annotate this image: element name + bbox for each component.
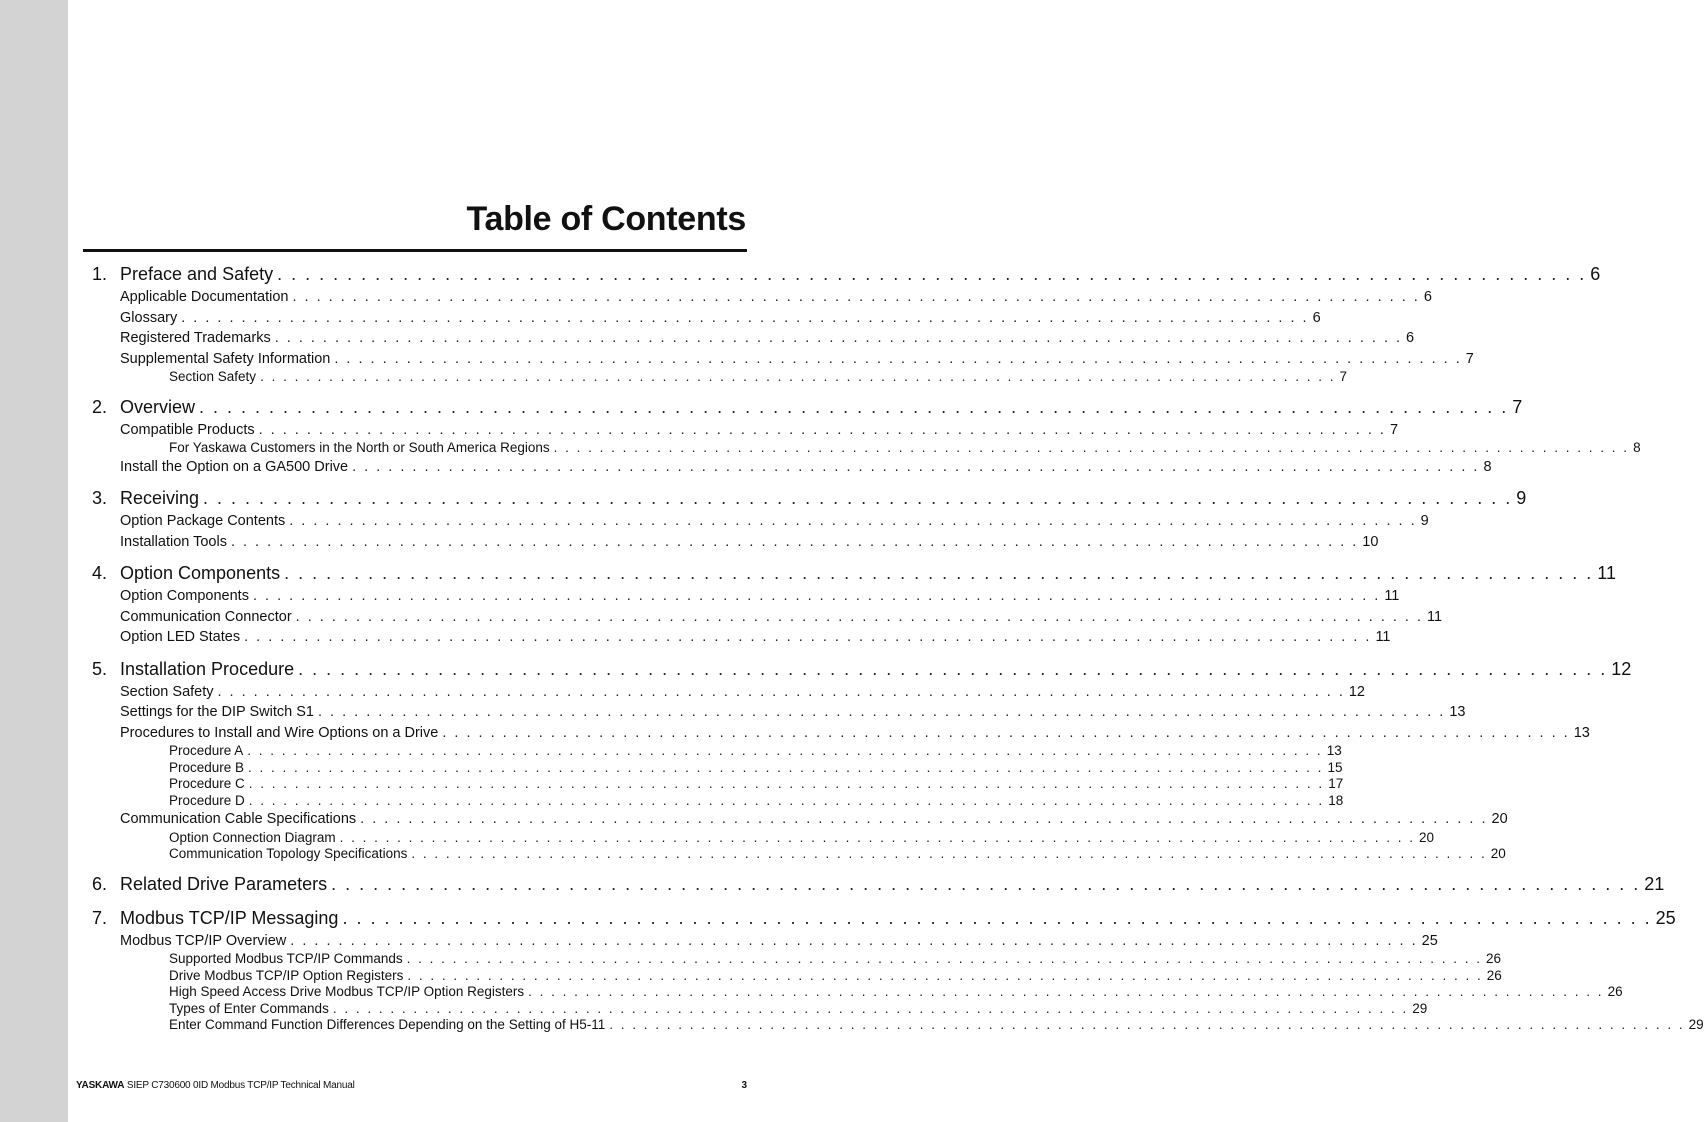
- toc-entry[interactable]: [92, 532, 1379, 553]
- toc-entry-title: Install the Option on a GA500 Drive: [120, 458, 349, 475]
- toc-entry-page: 6: [1423, 289, 1432, 305]
- toc-leader-dots: . . . . . . . . . . . . . . . . . . . . . . . . . . . . . . . . . . . . . . . . . . . . . . . . . . . . . . . . . . . . . . . . . . . . . . . . . . . . . . . . . . . . . . . . . . . . . .: [289, 513, 1417, 529]
- toc-leader-dots: . . . . . . . . . . . . . . . . . . . . . . . . . . . . . . . . . . . . . . . . . . . . . . . . . . . . . . . . . . . . . . . . . . . . . . . . . . . . . . . . . . . . . . . . . . . . . .: [203, 488, 1513, 508]
- toc-entry[interactable]: [92, 395, 1523, 420]
- toc-entry-number: 2.: [92, 396, 108, 417]
- toc-entry-title: Overview: [120, 396, 196, 417]
- toc-entry-title: Procedure B: [169, 759, 245, 775]
- toc-entry[interactable]: [92, 872, 1665, 897]
- toc-leader-dots: . . . . . . . . . . . . . . . . . . . . . . . . . . . . . . . . . . . . . . . . . . . . . . . . . . . . . . . . . . . . . . . . . . . . . . . . . . . . . . . . . . . . . . . . . . . . . .: [332, 1000, 1409, 1016]
- toc-entry-page: 11: [1427, 608, 1443, 625]
- toc-entry[interactable]: [92, 308, 1321, 329]
- title-rule: [83, 249, 747, 252]
- toc-entry-title: Option LED States: [120, 629, 241, 645]
- toc-entry-number: 5.: [92, 658, 108, 679]
- toc-entry[interactable]: [92, 486, 1527, 511]
- toc-leader-dots: . . . . . . . . . . . . . . . . . . . . . . . . . . . . . . . . . . . . . . . . . . . . . . . . . . . . . . . . . . . . . . . . . . . . . . . . . . . . . . . . . . . . . . . . . . . . . .: [230, 533, 1359, 550]
- toc-entry-title: Procedure C: [169, 776, 245, 791]
- toc-entry[interactable]: [92, 743, 1342, 760]
- toc-entry-page: 13: [1449, 704, 1466, 720]
- toc-leader-dots: . . . . . . . . . . . . . . . . . . . . . . . . . . . . . . . . . . . . . . . . . . . . . . . . . . . . . . . . . . . . . . . . . . . . . . . . . . . . . . . . . . . . . . . . . . . . . .: [342, 907, 1652, 928]
- toc-entry-title: Option Components: [120, 588, 249, 604]
- toc-entry[interactable]: [92, 906, 1676, 931]
- toc-entry-page: 13: [1573, 724, 1590, 741]
- footer-page-number: 3: [741, 1080, 747, 1091]
- footer-brand: YASKAWA: [76, 1080, 125, 1091]
- toc-leader-dots: . . . . . . . . . . . . . . . . . . . . . . . . . . . . . . . . . . . . . . . . . . . . . . . . . . . . . . . . . . . . . . . . . . . . . . . . . . . . . . . . . . . . . . . . . . . . . .: [406, 951, 1483, 966]
- toc-entry-title: Communication Cable Specifications: [120, 811, 357, 827]
- toc-entry-page: 25: [1421, 932, 1438, 949]
- toc-leader-dots: . . . . . . . . . . . . . . . . . . . . . . . . . . . . . . . . . . . . . . . . . . . . . . . . . . . . . . . . . . . . . . . . . . . . . . . . . . . . . . . . . . . . . . . . . . . . . .: [247, 743, 1323, 758]
- toc-entry-page: 6: [1590, 264, 1601, 284]
- toc-entry-page: 26: [1607, 984, 1623, 999]
- toc-leader-dots: . . . . . . . . . . . . . . . . . . . . . . . . . . . . . . . . . . . . . . . . . . . . . . . . . . . . . . . . . . . . . . . . . . . . . . . . . . . . . . . . . . . . . . . . . . . . . .: [411, 846, 1487, 861]
- toc-entry[interactable]: [92, 287, 1432, 308]
- toc-entry-page: 15: [1327, 759, 1343, 775]
- toc-entry-title: Procedure A: [169, 743, 244, 758]
- toc-entry[interactable]: [92, 627, 1391, 648]
- toc-leader-dots: . . . . . . . . . . . . . . . . . . . . . . . . . . . . . . . . . . . . . . . . . . . . . . . . . . . . . . . . . . . . . . . . . . . . . . . . . . . . . . . . . . . . . . . . . . . . . .: [292, 289, 1420, 305]
- toc-entry[interactable]: [92, 440, 1641, 457]
- toc-entry-title: Option Components: [120, 563, 281, 583]
- toc-entry[interactable]: [92, 511, 1429, 532]
- toc-entry-number: 6.: [92, 873, 108, 894]
- toc-entry[interactable]: [92, 967, 1502, 985]
- toc-entry-page: 18: [1328, 792, 1344, 808]
- toc-entry-page: 13: [1326, 743, 1342, 758]
- toc-entry-title: Preface and Safety: [120, 264, 274, 284]
- toc-leader-dots: . . . . . . . . . . . . . . . . . . . . . . . . . . . . . . . . . . . . . . . . . . . . . . . . . . . . . . . . . . . . . . . . . . . . . . . . . . . . . . . . . . . . . . . . . . . . . .: [528, 984, 1604, 999]
- toc-leader-dots: . . . . . . . . . . . . . . . . . . . . . . . . . . . . . . . . . . . . . . . . . . . . . . . . . . . . . . . . . . . . . . . . . . . . . . . . . . . . . . . . . . . . . . . . . . . . . .: [290, 932, 1418, 949]
- toc-entry-page: 21: [1644, 873, 1665, 894]
- toc-leader-dots: . . . . . . . . . . . . . . . . . . . . . . . . . . . . . . . . . . . . . . . . . . . . . . . . . . . . . . . . . . . . . . . . . . . . . . . . . . . . . . . . . . . . . . . . . . . . . .: [317, 704, 1446, 720]
- toc-leader-dots: . . . . . . . . . . . . . . . . . . . . . . . . . . . . . . . . . . . . . . . . . . . . . . . . . . . . . . . . . . . . . . . . . . . . . . . . . . . . . . . . . . . . . . . . . . . . . .: [352, 458, 1480, 475]
- toc-entry-number: 4.: [92, 563, 108, 583]
- toc-entry[interactable]: [92, 1017, 1704, 1034]
- toc-leader-dots: . . . . . . . . . . . . . . . . . . . . . . . . . . . . . . . . . . . . . . . . . . . . . . . . . . . . . . . . . . . . . . . . . . . . . . . . . . . . . . . . . . . . . . . . . . . . . .: [277, 264, 1587, 284]
- toc-entry-page: 9: [1420, 513, 1429, 529]
- toc-leader-dots: . . . . . . . . . . . . . . . . . . . . . . . . . . . . . . . . . . . . . . . . . . . . . . . . . . . . . . . . . . . . . . . . . . . . . . . . . . . . . . . . . . . . . . . . . . . . . .: [258, 421, 1386, 438]
- toc-entry[interactable]: [92, 349, 1474, 370]
- toc-entry-page: 17: [1328, 776, 1344, 791]
- toc-entry-page: 29: [1688, 1017, 1704, 1032]
- toc-entry-title: Section Safety: [120, 683, 214, 700]
- toc-entry-title: Procedure D: [169, 792, 245, 808]
- toc-leader-dots: . . . . . . . . . . . . . . . . . . . . . . . . . . . . . . . . . . . . . . . . . . . . . . . . . . . . . . . . . . . . . . . . . . . . . . . . . . . . . . . . . . . . . . . . . . . . . .: [331, 873, 1641, 894]
- toc-entry-page: 11: [1597, 563, 1616, 583]
- toc-entry-title: Settings for the DIP Switch S1: [120, 704, 314, 720]
- toc-entry[interactable]: [92, 984, 1623, 1001]
- toc-entry[interactable]: [92, 682, 1365, 703]
- toc-leader-dots: . . . . . . . . . . . . . . . . . . . . . . . . . . . . . . . . . . . . . . . . . . . . . . . . . . . . . . . . . . . . . . . . . . . . . . . . . . . . . . . . . . . . . . . . . . . . . .: [295, 608, 1424, 625]
- toc-entry-title: For Yaskawa Customers in the North or South America Regions: [169, 440, 550, 455]
- toc-entry[interactable]: [92, 951, 1502, 968]
- toc-leader-dots: . . . . . . . . . . . . . . . . . . . . . . . . . . . . . . . . . . . . . . . . . . . . . . . . . . . . . . . . . . . . . . . . . . . . . . . . . . . . . . . . . . . . . . . . . . . . . .: [274, 330, 1403, 346]
- toc-entry-page: 6: [1312, 309, 1321, 326]
- toc-leader-dots: . . . . . . . . . . . . . . . . . . . . . . . . . . . . . . . . . . . . . . . . . . . . . . . . . . . . . . . . . . . . . . . . . . . . . . . . . . . . . . . . . . . . . . . . . . . . . .: [248, 759, 1324, 775]
- toc-leader-dots: . . . . . . . . . . . . . . . . . . . . . . . . . . . . . . . . . . . . . . . . . . . . . . . . . . . . . . . . . . . . . . . . . . . . . . . . . . . . . . . . . . . . . . . . . . . . . .: [553, 440, 1630, 455]
- toc-entry-page: 11: [1384, 588, 1400, 604]
- toc-entry-title: Option Package Contents: [120, 513, 286, 529]
- toc-entry-page: 9: [1516, 488, 1527, 508]
- toc-leader-dots: . . . . . . . . . . . . . . . . . . . . . . . . . . . . . . . . . . . . . . . . . . . . . . . . . . . . . . . . . . . . . . . . . . . . . . . . . . . . . . . . . . . . . . . . . . . . . .: [181, 309, 1309, 326]
- toc-entry-title: Receiving: [120, 488, 200, 508]
- toc-entry-page: 7: [1339, 369, 1347, 384]
- toc-entry[interactable]: [92, 829, 1435, 847]
- toc-entry-page: 7: [1389, 421, 1399, 438]
- toc-leader-dots: . . . . . . . . . . . . . . . . . . . . . . . . . . . . . . . . . . . . . . . . . . . . . . . . . . . . . . . . . . . . . . . . . . . . . . . . . . . . . . . . . . . . . . . . . . . . . .: [260, 369, 1336, 384]
- footer-doc-title: SIEP C730600 0ID Modbus TCP/IP Technical Manual: [126, 1080, 355, 1091]
- table-of-contents: [92, 262, 1704, 1034]
- toc-entry[interactable]: [92, 759, 1343, 777]
- toc-entry[interactable]: [92, 586, 1400, 607]
- side-band: [0, 0, 68, 1122]
- toc-entry-title: Glossary: [120, 309, 178, 326]
- toc-entry-title: Option Connection Diagram: [169, 829, 336, 845]
- toc-entry-page: 7: [1512, 396, 1523, 417]
- toc-entry-title: High Speed Access Drive Modbus TCP/IP Option Registers: [169, 984, 525, 999]
- toc-entry-number: 1.: [92, 264, 108, 284]
- toc-entry-page: 10: [1362, 533, 1379, 550]
- toc-entry-title: Communication Connector: [120, 608, 292, 625]
- toc-entry-title: Procedures to Install and Wire Options on a Drive: [120, 724, 439, 741]
- toc-entry[interactable]: [92, 457, 1492, 478]
- toc-entry[interactable]: [92, 846, 1506, 863]
- toc-entry-page: 20: [1418, 829, 1435, 845]
- toc-entry-page: 20: [1490, 846, 1506, 861]
- toc-entry-page: 8: [1633, 440, 1641, 455]
- toc-leader-dots: . . . . . . . . . . . . . . . . . . . . . . . . . . . . . . . . . . . . . . . . . . . . . . . . . . . . . . . . . . . . . . . . . . . . . . . . . . . . . . . . . . . . . . . . . . . . . .: [609, 1017, 1685, 1032]
- toc-entry[interactable]: [92, 792, 1344, 810]
- toc-entry-page: 26: [1486, 951, 1502, 966]
- toc-entry[interactable]: [92, 809, 1508, 830]
- toc-entry[interactable]: [92, 723, 1590, 744]
- toc-entry-title: Modbus TCP/IP Messaging: [120, 907, 339, 928]
- toc-entry-title: Related Drive Parameters: [120, 873, 328, 894]
- toc-entry[interactable]: [92, 262, 1601, 287]
- toc-entry-page: 26: [1486, 967, 1502, 983]
- toc-entry-title: Installation Procedure: [120, 658, 295, 679]
- toc-leader-dots: . . . . . . . . . . . . . . . . . . . . . . . . . . . . . . . . . . . . . . . . . . . . . . . . . . . . . . . . . . . . . . . . . . . . . . . . . . . . . . . . . . . . . . . . . . . . . .: [252, 588, 1381, 604]
- toc-leader-dots: . . . . . . . . . . . . . . . . . . . . . . . . . . . . . . . . . . . . . . . . . . . . . . . . . . . . . . . . . . . . . . . . . . . . . . . . . . . . . . . . . . . . . . . . . . . . . .: [339, 829, 1415, 845]
- toc-entry-title: Enter Command Function Differences Depending on the Setting of H5-11: [169, 1017, 606, 1032]
- toc-leader-dots: . . . . . . . . . . . . . . . . . . . . . . . . . . . . . . . . . . . . . . . . . . . . . . . . . . . . . . . . . . . . . . . . . . . . . . . . . . . . . . . . . . . . . . . . . . . . . .: [217, 683, 1345, 700]
- toc-entry-title: Applicable Documentation: [120, 289, 289, 305]
- toc-leader-dots: . . . . . . . . . . . . . . . . . . . . . . . . . . . . . . . . . . . . . . . . . . . . . . . . . . . . . . . . . . . . . . . . . . . . . . . . . . . . . . . . . . . . . . . . . . . . . .: [248, 776, 1325, 791]
- toc-entry-title: Installation Tools: [120, 533, 227, 550]
- toc-entry[interactable]: [92, 776, 1344, 793]
- toc-leader-dots: . . . . . . . . . . . . . . . . . . . . . . . . . . . . . . . . . . . . . . . . . . . . . . . . . . . . . . . . . . . . . . . . . . . . . . . . . . . . . . . . . . . . . . . . . . . . . .: [199, 396, 1509, 417]
- footer-document: [76, 1080, 355, 1091]
- toc-leader-dots: . . . . . . . . . . . . . . . . . . . . . . . . . . . . . . . . . . . . . . . . . . . . . . . . . . . . . . . . . . . . . . . . . . . . . . . . . . . . . . . . . . . . . . . . . . . . . .: [334, 350, 1462, 367]
- toc-entry[interactable]: [92, 561, 1616, 586]
- toc-entry-title: Supplemental Safety Information: [120, 350, 331, 367]
- toc-entry-title: Drive Modbus TCP/IP Option Registers: [169, 967, 404, 983]
- toc-entry-page: 25: [1655, 907, 1676, 928]
- toc-leader-dots: . . . . . . . . . . . . . . . . . . . . . . . . . . . . . . . . . . . . . . . . . . . . . . . . . . . . . . . . . . . . . . . . . . . . . . . . . . . . . . . . . . . . . . . . . . . . . .: [248, 792, 1325, 808]
- toc-entry[interactable]: [92, 420, 1399, 441]
- toc-entry-title: Registered Trademarks: [120, 330, 271, 346]
- toc-entry-page: 7: [1465, 350, 1474, 367]
- toc-entry-page: 29: [1412, 1000, 1428, 1016]
- toc-entry-title: Types of Enter Commands: [169, 1000, 329, 1016]
- toc-leader-dots: . . . . . . . . . . . . . . . . . . . . . . . . . . . . . . . . . . . . . . . . . . . . . . . . . . . . . . . . . . . . . . . . . . . . . . . . . . . . . . . . . . . . . . . . . . . . . .: [244, 629, 1372, 645]
- toc-entry-number: 3.: [92, 488, 108, 508]
- toc-leader-dots: . . . . . . . . . . . . . . . . . . . . . . . . . . . . . . . . . . . . . . . . . . . . . . . . . . . . . . . . . . . . . . . . . . . . . . . . . . . . . . . . . . . . . . . . . . . . . .: [360, 811, 1488, 827]
- toc-entry-number: 7.: [92, 907, 108, 928]
- toc-leader-dots: . . . . . . . . . . . . . . . . . . . . . . . . . . . . . . . . . . . . . . . . . . . . . . . . . . . . . . . . . . . . . . . . . . . . . . . . . . . . . . . . . . . . . . . . . . . . . .: [407, 967, 1483, 983]
- toc-entry-page: 12: [1348, 683, 1365, 700]
- toc-entry-title: Supported Modbus TCP/IP Commands: [169, 951, 403, 966]
- toc-entry[interactable]: [92, 702, 1466, 723]
- toc-entry-page: 12: [1611, 658, 1632, 679]
- toc-leader-dots: . . . . . . . . . . . . . . . . . . . . . . . . . . . . . . . . . . . . . . . . . . . . . . . . . . . . . . . . . . . . . . . . . . . . . . . . . . . . . . . . . . . . . . . . . . . . . .: [284, 563, 1594, 583]
- toc-entry-page: 6: [1406, 330, 1415, 346]
- toc-entry[interactable]: [92, 369, 1347, 386]
- toc-entry[interactable]: [92, 1000, 1428, 1018]
- toc-entry-title: Communication Topology Specifications: [169, 846, 408, 861]
- toc-entry-title: Compatible Products: [120, 421, 255, 438]
- toc-entry-page: 20: [1491, 811, 1508, 827]
- toc-entry[interactable]: [92, 328, 1415, 349]
- toc-entry[interactable]: [92, 931, 1438, 952]
- toc-entry[interactable]: [92, 607, 1443, 628]
- page-title: Table of Contents: [466, 200, 746, 238]
- toc-leader-dots: . . . . . . . . . . . . . . . . . . . . . . . . . . . . . . . . . . . . . . . . . . . . . . . . . . . . . . . . . . . . . . . . . . . . . . . . . . . . . . . . . . . . . . . . . . . . . .: [298, 658, 1608, 679]
- toc-entry[interactable]: [92, 657, 1632, 682]
- toc-entry-title: Modbus TCP/IP Overview: [120, 932, 287, 949]
- toc-entry-page: 8: [1483, 458, 1492, 475]
- toc-entry-title: Section Safety: [169, 369, 257, 384]
- toc-entry-page: 11: [1375, 629, 1391, 645]
- toc-leader-dots: . . . . . . . . . . . . . . . . . . . . . . . . . . . . . . . . . . . . . . . . . . . . . . . . . . . . . . . . . . . . . . . . . . . . . . . . . . . . . . . . . . . . . . . . . . . . . .: [442, 724, 1570, 741]
